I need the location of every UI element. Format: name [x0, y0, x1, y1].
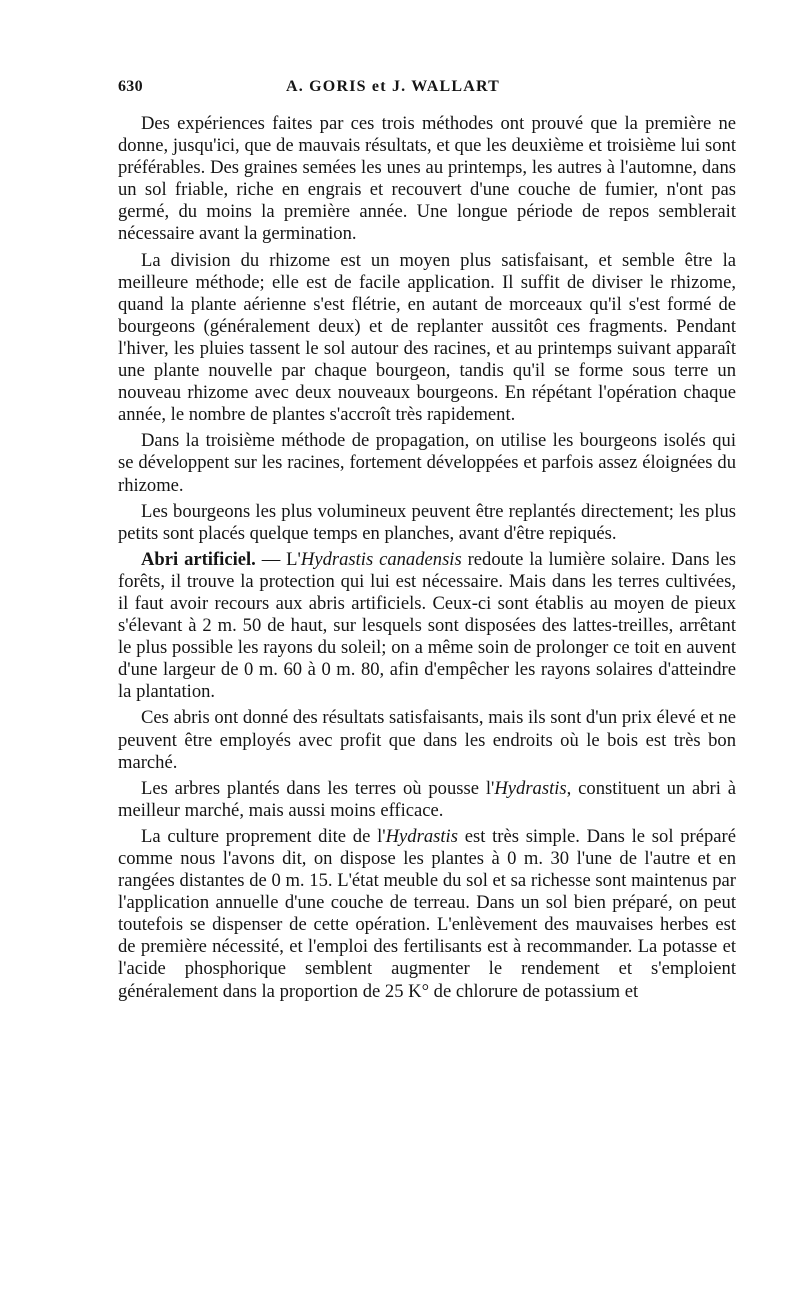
italic-term: Hydrastis canadensis [300, 548, 462, 570]
paragraph [118, 430, 736, 496]
paragraph [118, 501, 736, 545]
text-run: Des expériences faites par ces trois méthodes ont prouvé que la première ne donne, jusqu'ici, que de mauvais résultats, et que les deuxième et troisième lui sont préférables. Des graines semées les unes au printemps, les autres à l'automne, dans un sol friable, riche en engrais et recouvert d'une couche de fumier, n'ont pas germé, du moins la première année. Une longue période de repos semblerait nécessaire avant la germination. [118, 113, 736, 245]
run-in-heading: Abri artificiel. [141, 548, 256, 570]
running-title: A. GORIS et J. WALLART [286, 78, 501, 95]
text-run: redoute la lumière solaire. Dans les forêts, il trouve la protection qui lui est nécessaire. Mais dans les terres cultivées, il faut avoir recours aux abris artificiels. Ceux-ci sont établis au moyen de pieux s'élevant à 2 m. 50 de haut, sur lesquels sont disposées des lattes-treilles, arrêtant le plus possible les rayons du soleil; on a même soin de prolonger ce toit en auvent d'une largeur de 0 m. 60 à 0 m. 80, afin d'empêcher les rayons solaires d'atteindre la plantation. [118, 548, 737, 703]
paragraph [118, 778, 736, 822]
page-number: 630 [118, 78, 143, 95]
text-run: Les arbres plantés dans les terres où pousse l' [141, 777, 495, 799]
italic-term: Hydrastis [494, 777, 567, 799]
text-run: est très simple. Dans le sol préparé comme nous l'avons dit, on dispose les plantes à 0 m. 30 l'une de l'autre et en rangées distantes de 0 m. 15. L'état meuble du sol et sa richesse sont maintenus par l'application annuelle d'une couche de terreau. Dans un sol bien préparé, on peut toutefois se dispenser de cette opération. L'enlèvement des mauvaises herbes est de première nécessité, et l'emploi des fertilisants est à recommander. La potasse et l'acide phosphorique semblent augmenter le rendement et s'emploient généralement dans la proportion de 25 K° de chlorure de potassium et [118, 825, 736, 1002]
paragraph [118, 707, 736, 773]
paragraph [118, 549, 736, 704]
text-run: , constituent un abri à meilleur marché, mais aussi moins efficace. [118, 777, 736, 821]
body-text [118, 113, 736, 1003]
text-run: Ces abris ont donné des résultats satisfaisants, mais ils sont d'un prix élevé et ne peuvent être employés avec profit que dans les endroits où le bois est très bon marché. [118, 707, 736, 773]
text-run: La division du rhizome est un moyen plus satisfaisant, et semble être la meilleure méthode; elle est de facile application. Il suffit de diviser le rhizome, quand la plante aérienne s'est flétrie, en autant de morceaux qu'il s'est formé de bourgeons (généralement deux) et de replanter aussitôt ces fragments. Pendant l'hiver, les pluies tassent le sol autour des racines, et au printemps suivant apparaît une plante nouvelle par chaque bourgeon, tandis qu'il se forme sous terre un nouveau rhizome avec deux nouveaux bourgeons. En répétant l'opération chaque année, le nombre de plantes s'accroît très rapidement. [118, 249, 736, 426]
paragraph [118, 826, 736, 1003]
running-header [118, 78, 736, 100]
text-run: La culture proprement dite de l' [141, 825, 386, 847]
italic-term: Hydrastis [385, 825, 458, 847]
text-run: Les bourgeons les plus volumineux peuvent être replantés directement; les plus petits sont placés quelque temps en planches, avant d'être repiqués. [118, 500, 736, 544]
text-run: Dans la troisième méthode de propagation, on utilise les bourgeons isolés qui se développent sur les racines, fortement développées et parfois assez éloignées du rhizome. [118, 430, 736, 496]
paragraph [118, 113, 736, 246]
text-run: — L' [255, 548, 301, 570]
paragraph [118, 250, 736, 427]
